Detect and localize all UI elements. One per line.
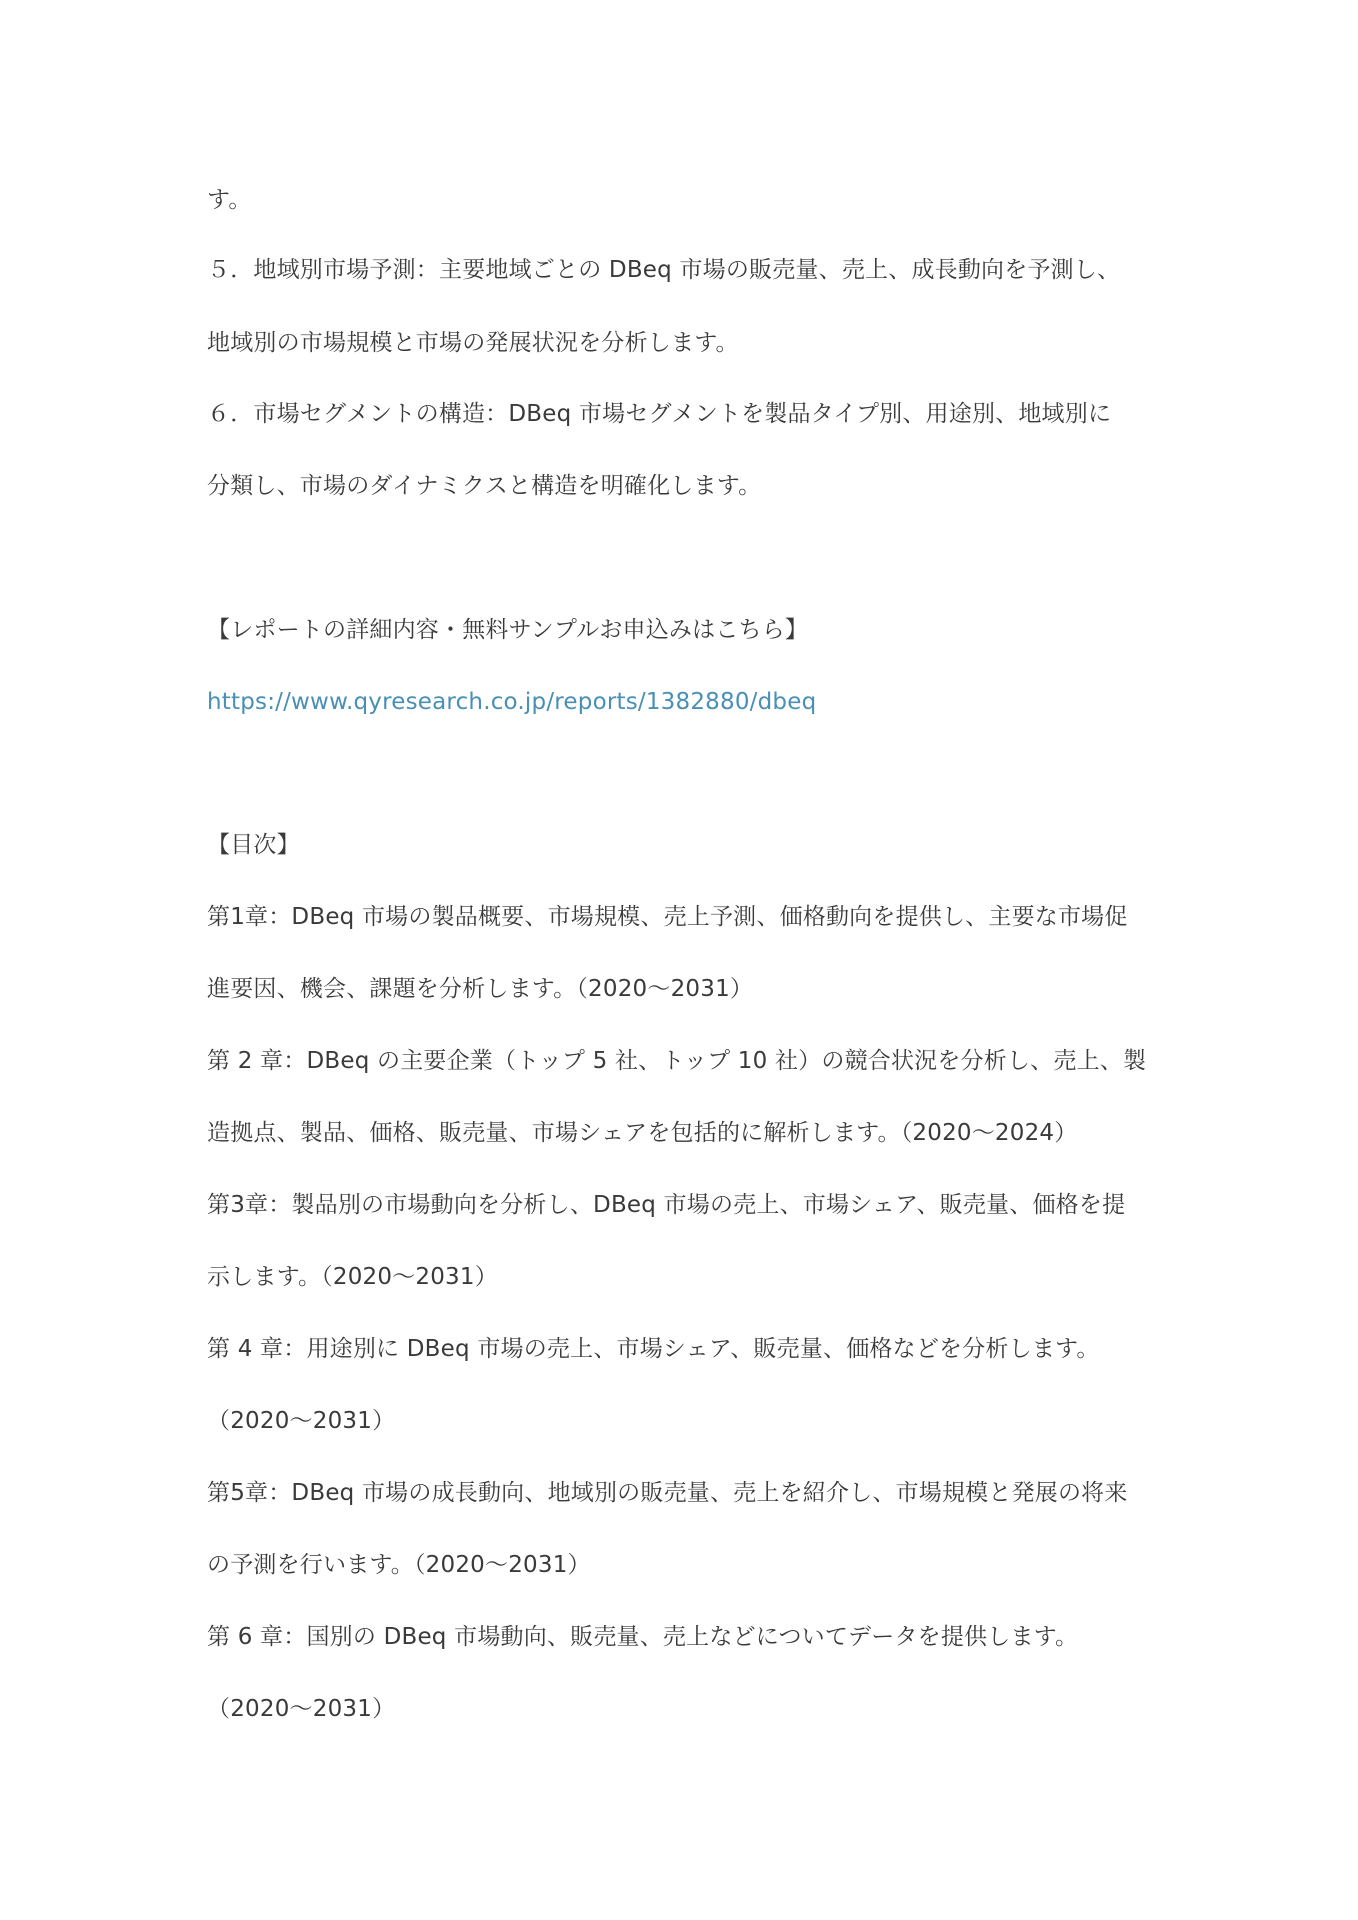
toc-chapter-5-cont: の予測を行います。（2020～2031） [207, 1552, 591, 1578]
toc-chapter-6-cont: （2020～2031） [207, 1696, 396, 1722]
toc-chapter-5: 第5章：DBeq 市場の成長動向、地域別の販売量、売上を紹介し、市場規模と発展の将来 [207, 1480, 1128, 1506]
toc-chapter-4: 第 4 章：用途別に DBeq 市場の売上、市場シェア、販売量、価格などを分析します。 [207, 1336, 1100, 1362]
text-line-item-6: ６．市場セグメントの構造：DBeq 市場セグメントを製品タイプ別、用途別、地域別に [207, 401, 1112, 427]
toc-chapter-6: 第 6 章：国別の DBeq 市場動向、販売量、売上などについてデータを提供します。 [207, 1624, 1079, 1650]
text-line-item-6-cont: 分類し、市場のダイナミクスと構造を明確化します。 [207, 473, 762, 499]
toc-chapter-2-cont: 造拠点、製品、価格、販売量、市場シェアを包括的に解析します。（2020～2024） [207, 1120, 1078, 1146]
report-detail-heading: 【レポートの詳細内容・無料サンプルお申込みはこちら】 [207, 617, 809, 643]
text-line-continuation: す。 [207, 187, 252, 213]
toc-heading: 【目次】 [207, 832, 300, 858]
toc-chapter-3: 第3章：製品別の市場動向を分析し、DBeq 市場の売上、市場シェア、販売量、価格を提 [207, 1192, 1126, 1218]
text-line-item-5-cont: 地域別の市場規模と市場の発展状況を分析します。 [207, 330, 739, 356]
toc-chapter-1-cont: 進要因、機会、課題を分析します。（2020～2031） [207, 976, 754, 1002]
toc-chapter-3-cont: 示します。（2020～2031） [207, 1264, 498, 1290]
toc-chapter-1: 第1章：DBeq 市場の製品概要、市場規模、売上予測、価格動向を提供し、主要な市場促 [207, 904, 1128, 930]
text-line-item-5: ５．地域別市場予測：主要地域ごとの DBeq 市場の販売量、売上、成長動向を予測し、 [207, 257, 1121, 283]
toc-chapter-2: 第 2 章：DBeq の主要企業（トップ 5 社、トップ 10 社）の競合状況を分析し、売上、製 [207, 1048, 1147, 1074]
toc-chapter-4-cont: （2020～2031） [207, 1408, 396, 1434]
report-link[interactable]: https://www.qyresearch.co.jp/reports/1382880/dbeq [207, 689, 817, 715]
